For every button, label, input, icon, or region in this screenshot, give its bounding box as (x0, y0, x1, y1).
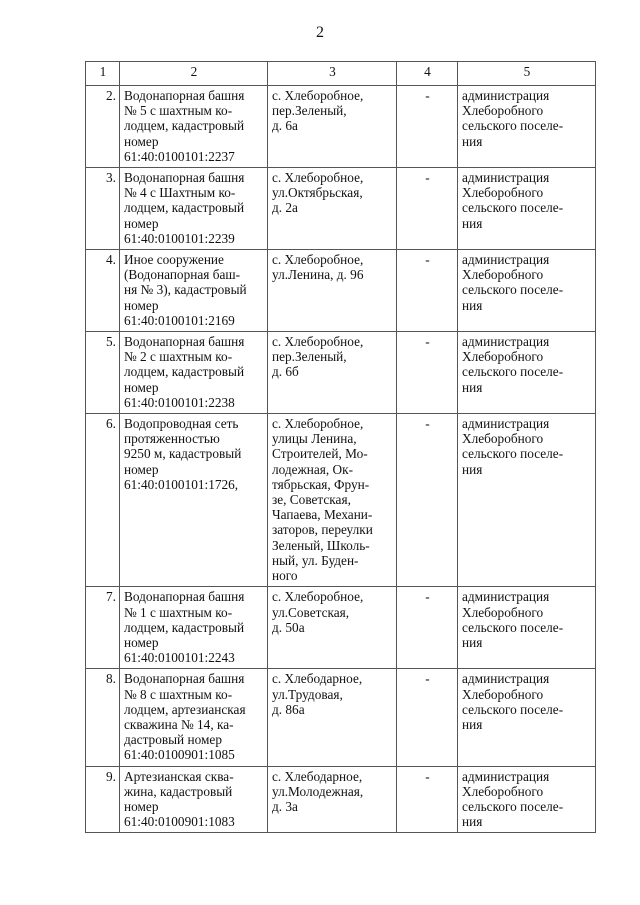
object-address: с. Хлебодарное, ул.Молодежная, д. 3а (268, 766, 397, 833)
object-description: Водонапорная башня № 8 с шахтным ко- лодцем, артезианская скважина № 14, ка- дастровый номер 61:40:0100901:1085 (120, 669, 268, 766)
table-row (86, 414, 596, 587)
header-row (86, 62, 596, 86)
object-address: с. Хлеборобное, пер.Зеленый, д. 6а (268, 86, 397, 168)
column-4-value: - (397, 332, 458, 414)
rights-holder: администрация Хлеборобного сельского поселе- ния (458, 766, 596, 833)
row-number: 9. (86, 766, 120, 833)
column-header-1: 1 (86, 62, 120, 86)
property-registry-table (85, 61, 596, 833)
object-description: Водонапорная башня № 5 с шахтным ко- лодцем, кадастровый номер 61:40:0100101:2237 (120, 86, 268, 168)
object-description: Водонапорная башня № 1 с шахтным ко- лодцем, кадастровый номер 61:40:0100101:2243 (120, 587, 268, 669)
object-address: с. Хлеборобное, ул.Октябрьская, д. 2а (268, 168, 397, 250)
table-row (86, 168, 596, 250)
object-address: с. Хлеборобное, улицы Ленина, Строителей, Мо- лодежная, Ок- тябрьская, Фрун- зе, Советская, Чапаева, Механи- заторов, переулки Зеленый, Школь- ный, ул. Буден- ного (268, 414, 397, 587)
object-address: с. Хлеборобное, ул.Ленина, д. 96 (268, 250, 397, 332)
table-header (86, 62, 596, 86)
row-number: 2. (86, 86, 120, 168)
column-header-4: 4 (397, 62, 458, 86)
rights-holder: администрация Хлеборобного сельского поселе- ния (458, 587, 596, 669)
row-number: 8. (86, 669, 120, 766)
table-body (86, 86, 596, 833)
column-4-value: - (397, 766, 458, 833)
rights-holder: администрация Хлеборобного сельского поселе- ния (458, 332, 596, 414)
page-number: 2 (316, 24, 324, 41)
object-address: с. Хлеборобное, пер.Зеленый, д. 6б (268, 332, 397, 414)
table-row (86, 86, 596, 168)
table-row (86, 587, 596, 669)
column-header-3: 3 (268, 62, 397, 86)
column-header-5: 5 (458, 62, 596, 86)
object-address: с. Хлебодарное, ул.Трудовая, д. 86а (268, 669, 397, 766)
table-row (86, 250, 596, 332)
row-number: 3. (86, 168, 120, 250)
table-row (86, 766, 596, 833)
object-description: Водонапорная башня № 4 с Шахтным ко- лодцем, кадастровый номер 61:40:0100101:2239 (120, 168, 268, 250)
column-4-value: - (397, 414, 458, 587)
column-header-2: 2 (120, 62, 268, 86)
object-address: с. Хлеборобное, ул.Советская, д. 50а (268, 587, 397, 669)
row-number: 6. (86, 414, 120, 587)
rights-holder: администрация Хлеборобного сельского поселе- ния (458, 86, 596, 168)
table-row (86, 332, 596, 414)
column-4-value: - (397, 587, 458, 669)
rights-holder: администрация Хлеборобного сельского поселе- ния (458, 414, 596, 587)
object-description: Артезианская сква- жина, кадастровый номер 61:40:0100901:1083 (120, 766, 268, 833)
column-4-value: - (397, 168, 458, 250)
column-4-value: - (397, 669, 458, 766)
rights-holder: администрация Хлеборобного сельского поселе- ния (458, 168, 596, 250)
object-description: Водонапорная башня № 2 с шахтным ко- лодцем, кадастровый номер 61:40:0100101:2238 (120, 332, 268, 414)
table-row (86, 669, 596, 766)
row-number: 7. (86, 587, 120, 669)
column-4-value: - (397, 86, 458, 168)
object-description: Водопроводная сеть протяженностью 9250 м, кадастровый номер 61:40:0100101:1726, (120, 414, 268, 587)
row-number: 4. (86, 250, 120, 332)
column-4-value: - (397, 250, 458, 332)
rights-holder: администрация Хлеборобного сельского поселе- ния (458, 250, 596, 332)
rights-holder: администрация Хлеборобного сельского поселе- ния (458, 669, 596, 766)
row-number: 5. (86, 332, 120, 414)
object-description: Иное сооружение (Водонапорная баш- ня № 3), кадастровый номер 61:40:0100101:2169 (120, 250, 268, 332)
